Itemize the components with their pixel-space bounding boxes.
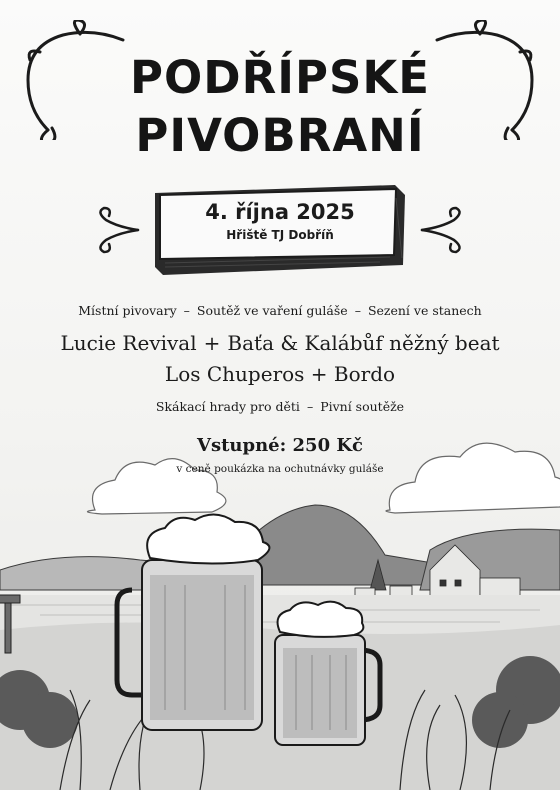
feature-item: Pivní soutěže: [320, 399, 405, 414]
bands-line-2: Los Chuperos + Bordo: [164, 362, 396, 386]
feature-item: Soutěž ve vaření guláše: [196, 303, 348, 318]
event-venue: Hřiště TJ Dobříň: [226, 228, 334, 242]
title-line-2: PIVOBRANÍ: [135, 109, 425, 162]
event-date: 4. října 2025: [205, 200, 355, 224]
separator: –: [354, 303, 361, 318]
separator: –: [306, 399, 314, 414]
landscape-illustration: [0, 400, 560, 790]
band-name: Baťa & Kalábůf něžný beat: [227, 331, 500, 355]
feature-item: Skákací hrady pro děti: [155, 399, 300, 414]
title-line-1: PODŘÍPSKÉ: [130, 51, 430, 104]
admission-note: v ceně poukázka na ochutnávky guláše: [176, 463, 384, 475]
admission-price: Vstupné: 250 Kč: [197, 435, 363, 456]
bands-line-1: [0, 331, 560, 355]
band-name: Lucie Revival: [60, 331, 197, 355]
feature-item: Místní pivovary: [78, 303, 177, 318]
features-line-2: [0, 399, 560, 414]
features-line-1: [0, 303, 560, 318]
separator: –: [183, 303, 190, 318]
feature-item: Sezení ve stanech: [367, 303, 482, 318]
plus-separator: +: [203, 331, 221, 355]
